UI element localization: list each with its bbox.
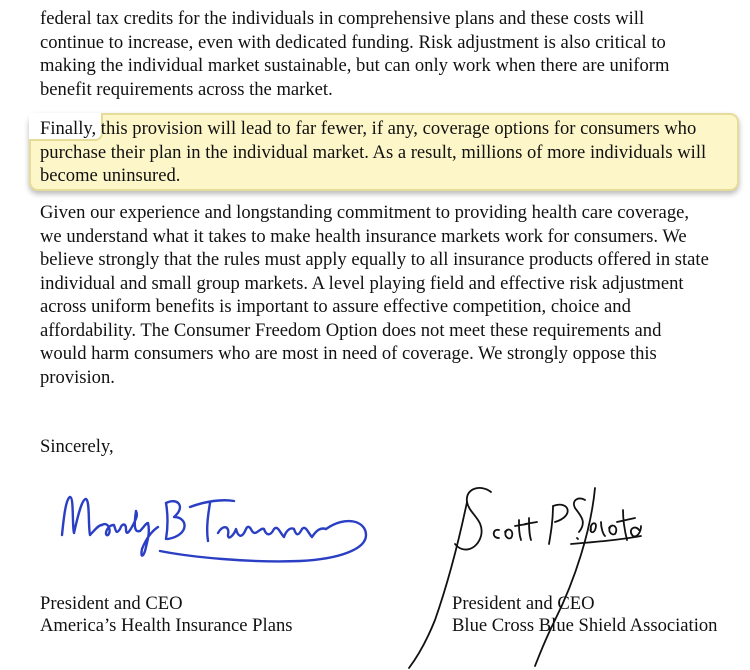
signatory-title: President and CEO bbox=[452, 593, 595, 614]
text-line: making the individual market sustainable, but can only work when there are uniform bbox=[40, 55, 670, 76]
signature-left-image bbox=[50, 485, 380, 575]
paragraph-tax-credits bbox=[40, 7, 735, 101]
closing-salutation: Sincerely, bbox=[40, 436, 114, 457]
text-line: affordability. The Consumer Freedom Option does not meet these requirements and bbox=[40, 319, 662, 341]
signature-right-ink bbox=[409, 488, 641, 668]
signatory-title: President and CEO bbox=[40, 593, 183, 614]
text-line: individual and small group markets. A level playing field and effective risk adjustment bbox=[40, 272, 684, 294]
paragraph-lead-word: Finally, bbox=[40, 118, 97, 139]
text-line: we understand what it takes to make health insurance markets work for consumers. We bbox=[40, 225, 687, 247]
highlighted-text: become uninsured. bbox=[40, 165, 181, 186]
text-line: provision. bbox=[40, 366, 115, 388]
text-line: across uniform benefits is important to assure effective competition, choice and bbox=[40, 296, 631, 317]
signature-right-image bbox=[395, 470, 665, 670]
signatory-organization: America’s Health Insurance Plans bbox=[40, 615, 293, 636]
paragraph-finally-highlighted bbox=[40, 117, 735, 188]
paragraph-experience bbox=[40, 201, 735, 389]
signature-left-ink bbox=[62, 497, 366, 561]
text-line: would harm consumers who are most in need of coverage. We strongly oppose this bbox=[40, 343, 657, 364]
signatory-organization: Blue Cross Blue Shield Association bbox=[452, 615, 718, 636]
text-line: benefit requirements across the market. bbox=[40, 78, 333, 100]
text-line bbox=[40, 117, 735, 141]
signatory-left bbox=[40, 593, 292, 637]
text-line: Given our experience and longstanding commitment to providing health care coverage, bbox=[40, 202, 690, 223]
highlighted-text: purchase their plan in the individual market. As a result, millions of more individuals will bbox=[40, 141, 707, 163]
highlighted-text: this provision will lead to far fewer, if any, coverage options for consumers who bbox=[100, 118, 697, 139]
signatory-right bbox=[452, 593, 717, 637]
text-line: continue to increase, even with dedicated funding. Risk adjustment is also critical to bbox=[40, 31, 666, 53]
text-line: believe strongly that the rules must apply equally to all insurance products offered in state bbox=[40, 249, 709, 270]
text-line: federal tax credits for the individuals in comprehensive plans and these costs will bbox=[40, 8, 645, 29]
